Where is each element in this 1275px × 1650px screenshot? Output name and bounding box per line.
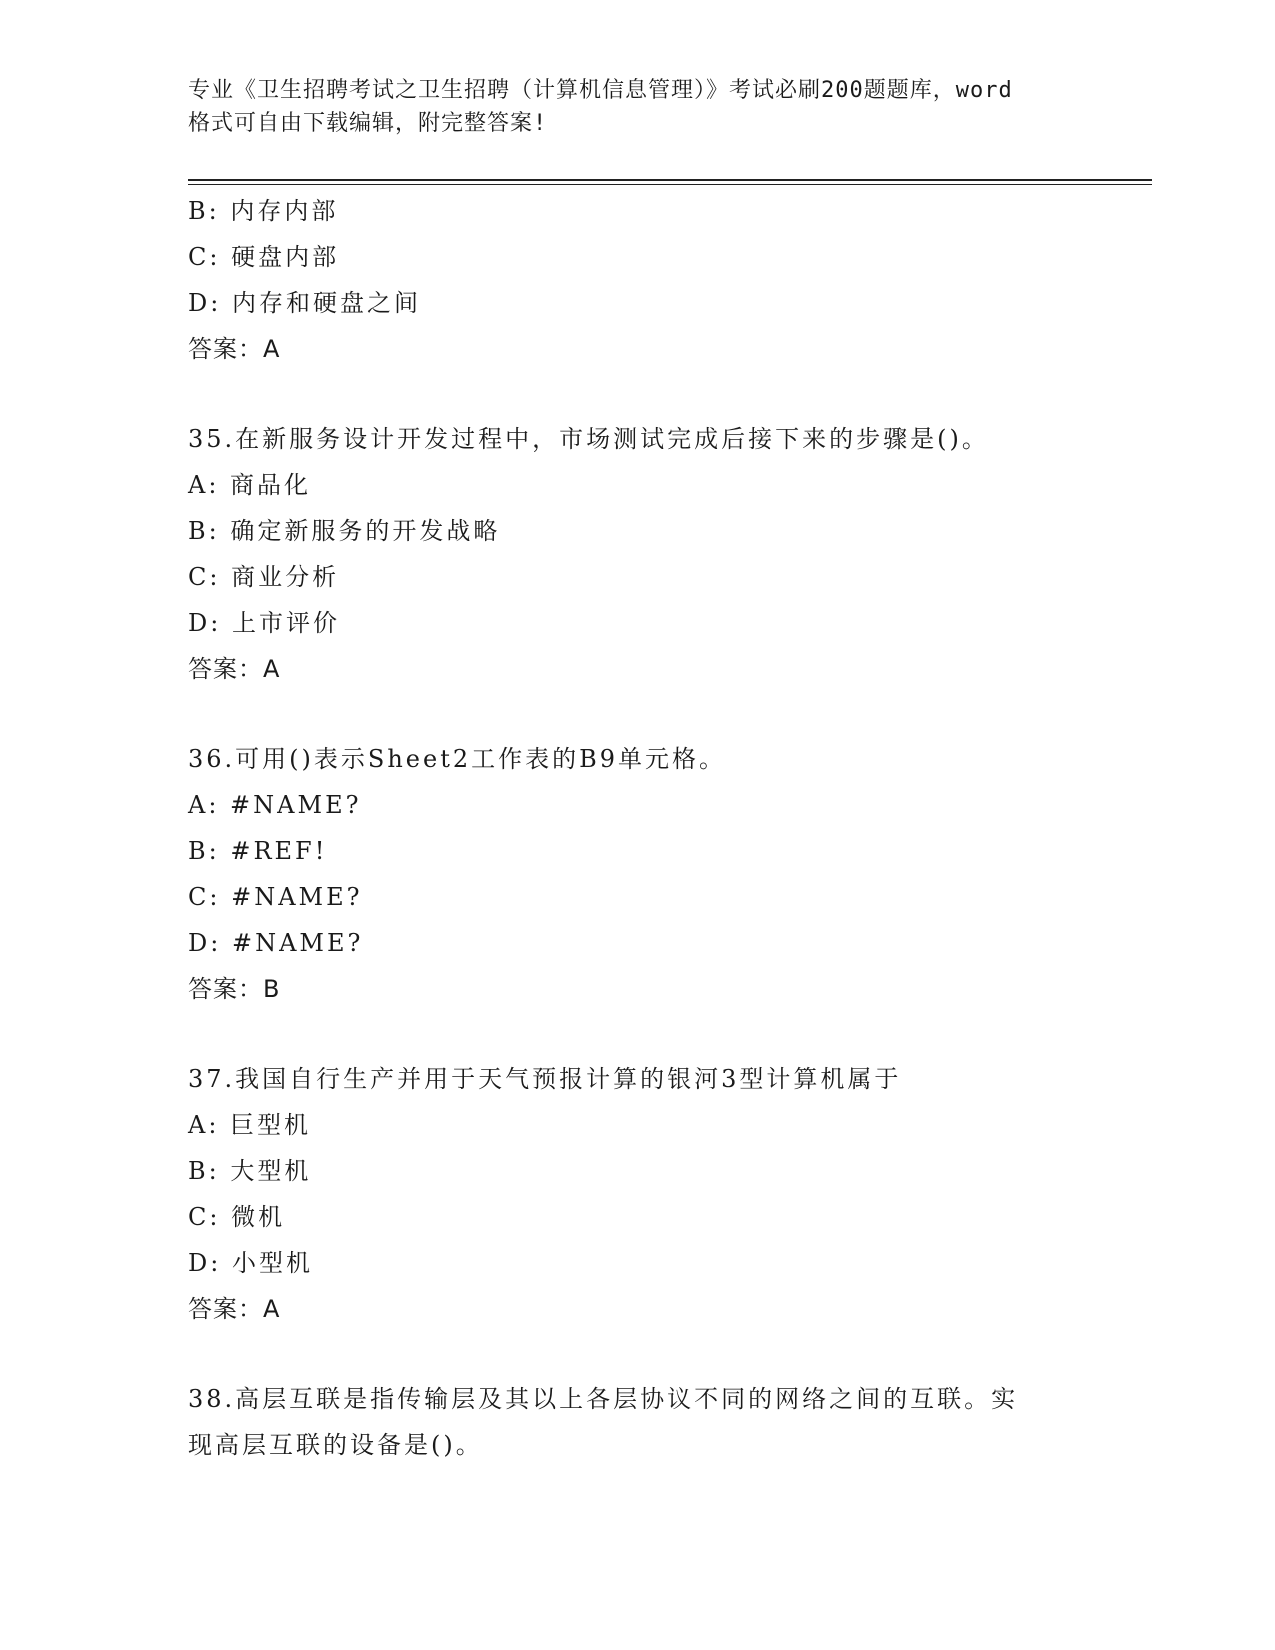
header-divider-thick: [188, 179, 1152, 181]
question-title: 35.在新服务设计开发过程中，市场测试完成后接下来的步骤是()。: [188, 425, 989, 453]
answer-line: 答案：A: [188, 335, 281, 363]
option-b: B: #REF!: [188, 837, 328, 865]
question-title-line-1: 38.高层互联是指传输层及其以上各层协议不同的网络之间的互联。实: [188, 1385, 1019, 1413]
option-c: C: 硬盘内部: [188, 243, 340, 271]
question-35: [188, 416, 1108, 692]
option-c: C: #NAME?: [188, 883, 363, 911]
option-d: D: #NAME?: [188, 929, 364, 957]
option-a: A: 巨型机: [188, 1111, 312, 1139]
document-header: [188, 74, 1088, 140]
question-title: 36.可用()表示Sheet2工作表的B9单元格。: [188, 745, 727, 773]
option-b: B: 确定新服务的开发战略: [188, 517, 501, 545]
option-a: A: 商品化: [188, 471, 312, 499]
option-d: D: 小型机: [188, 1249, 313, 1277]
question-37: [188, 1056, 1108, 1332]
question-list: [188, 188, 1108, 1468]
option-c: C: 商业分析: [188, 563, 340, 591]
option-b: B: 内存内部: [188, 197, 339, 225]
question-title-line-2: 现高层互联的设备是()。: [188, 1431, 483, 1459]
question-38: [188, 1376, 1108, 1468]
option-b: B: 大型机: [188, 1157, 312, 1185]
question-title: 37.我国自行生产并用于天气预报计算的银河3型计算机属于: [188, 1065, 902, 1093]
header-line-2: 格式可自由下载编辑，附完整答案!: [188, 111, 548, 136]
question-continued: [188, 188, 1108, 372]
question-36: [188, 736, 1108, 1012]
header-divider-thin: [188, 184, 1152, 185]
answer-line: 答案：B: [188, 975, 281, 1003]
option-a: A: #NAME?: [188, 791, 362, 819]
option-c: C: 微机: [188, 1203, 286, 1231]
header-line-1: 专业《卫生招聘考试之卫生招聘（计算机信息管理）》考试必刷200题题库，word: [188, 78, 1013, 103]
answer-line: 答案：A: [188, 655, 281, 683]
option-d: D: 内存和硬盘之间: [188, 289, 421, 317]
option-d: D: 上市评价: [188, 609, 340, 637]
answer-line: 答案：A: [188, 1295, 281, 1323]
